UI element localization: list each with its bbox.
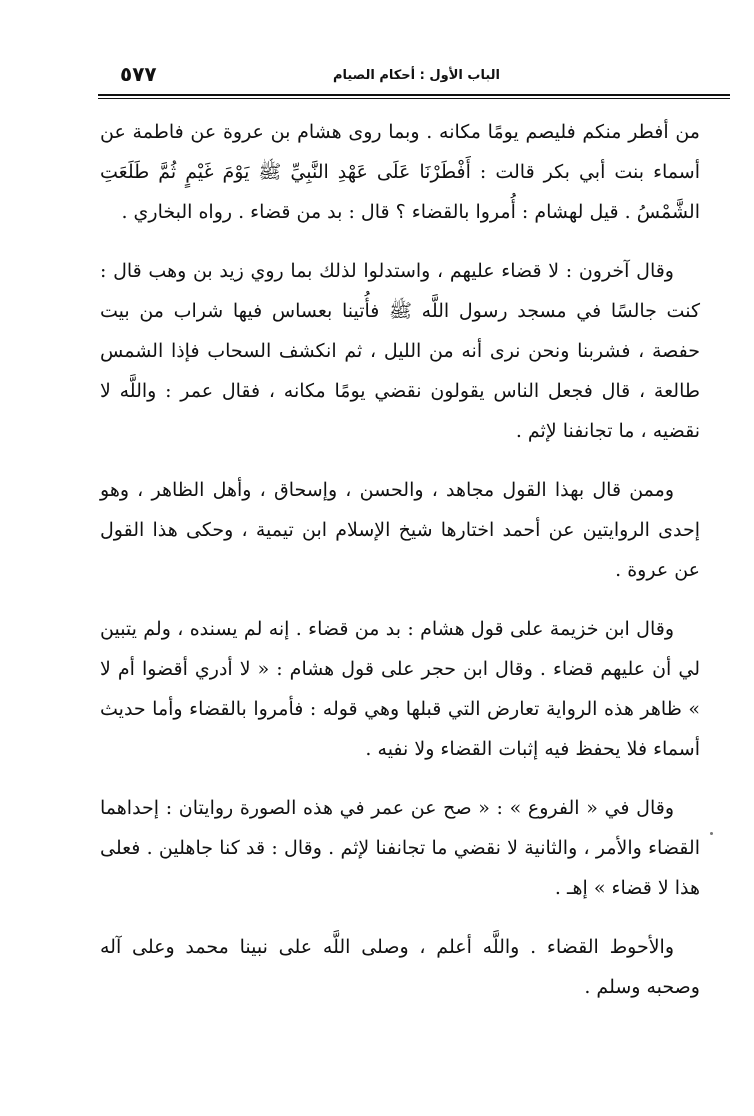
header-rule-thick bbox=[98, 94, 730, 96]
paragraph: وممن قال بهذا القول مجاهد ، والحسن ، وإسحاق ، وأهل الظاهر ، وهو إحدى الروايتين عن أحمد اختارها شيخ الإسلام ابن تيمية ، وحكى هذا القول عن عروة . bbox=[100, 479, 700, 581]
scan-speck bbox=[710, 832, 713, 835]
paragraph: وقال في « الفروع » : « صح عن عمر في هذه الصورة روايتان : إحداهما القضاء والأمر ، والثانية لا نقضي ما تجانفنا لإثم . وقال : قد كنا جاهلين . فعلى هذا لا قضاء » إهـ . bbox=[100, 797, 700, 899]
paragraph: وقال ابن خزيمة على قول هشام : بد من قضاء . إنه لم يسنده ، ولم يتبين لي أن عليهم قضاء . وقال ابن حجر على قول هشام : « لا أدري أقضوا أم لا » ظاهر هذه الرواية تعارض التي قبلها وهي قوله : فأمروا بالقضاء وأما حديث أسماء فلا يحفظ فيه إثبات القضاء ولا نفيه . bbox=[100, 618, 700, 760]
page-header bbox=[98, 60, 730, 94]
running-title: الباب الأول : أحكام الصيام bbox=[332, 68, 500, 83]
page-body bbox=[100, 112, 700, 1026]
paragraph: من أفطر منكم فليصم يومًا مكانه . وبما روى هشام بن عروة عن فاطمة عن أسماء بنت أبي بكر قالت : أَفْطَرْنَا عَلَى عَهْدِ النَّبِيِّ ﷺ يَوْمَ غَيْمٍ ثُمَّ طَلَعَتِ الشَّمْسُ . قيل لهشام : أُمروا بالقضاء ؟ قال : بد من قضاء . رواه البخاري . bbox=[100, 121, 700, 223]
header-rule-thin bbox=[98, 98, 730, 99]
page-number: ٥٧٧ bbox=[120, 62, 157, 86]
paragraph: والأحوط القضاء . واللَّه أعلم ، وصلى اللَّه على نبينا محمد وعلى آله وصحبه وسلم . bbox=[100, 936, 700, 998]
paragraph: وقال آخرون : لا قضاء عليهم ، واستدلوا لذلك بما روي زيد بن وهب قال : كنت جالسًا في مسجد رسول اللَّه ﷺ فأُتينا بعساس فيها شراب من بيت حفصة ، فشربنا ونحن نرى أنه من الليل ، ثم انكشف السحاب فإذا الشمس طالعة ، قال فجعل الناس يقولون نقضي يومًا مكانه ، فقال عمر : واللَّه لا نقضيه ، ما تجانفنا لإثم . bbox=[100, 260, 700, 442]
